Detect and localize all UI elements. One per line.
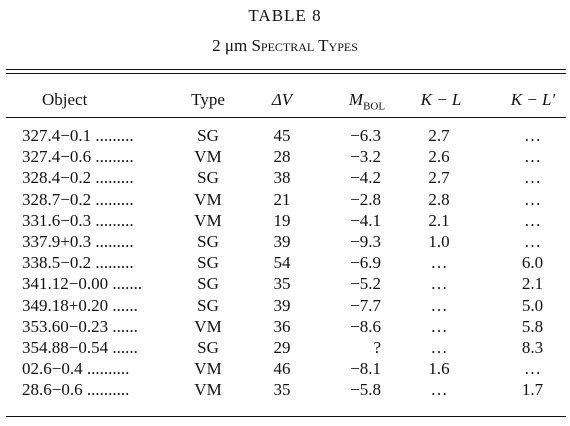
cell-type: SG <box>197 338 219 357</box>
cell-delta-v: 39 <box>273 232 291 251</box>
cell-k-l: … <box>430 295 448 315</box>
cell-mbol: −5.8 <box>350 380 381 400</box>
cell-delta-v: 35 <box>273 274 291 294</box>
cell-k-lprime: … <box>524 126 541 145</box>
cell-delta-v: 29 <box>273 338 291 357</box>
cell-delta-v: 54 <box>273 253 291 273</box>
cell-object: 327.4−0.6 ......... <box>22 147 134 167</box>
caption-prefix: 2 μm <box>212 36 252 55</box>
cell-mbol: −9.3 <box>350 232 381 251</box>
cell-delta-v: 46 <box>273 359 291 379</box>
cell-type: SG <box>197 126 219 145</box>
caption-small-caps: Spectral Types <box>251 36 358 55</box>
cell-mbol: −7.7 <box>350 295 381 315</box>
cell-k-l: 2.6 <box>428 147 450 167</box>
header-mbol-sub: BOL <box>363 100 386 113</box>
cell-mbol: −2.8 <box>350 189 381 209</box>
cell-k-lprime: … <box>524 168 541 188</box>
cell-type: SG <box>197 253 219 273</box>
cell-object: 341.12−0.00 ....... <box>22 274 143 294</box>
cell-mbol: −4.2 <box>350 168 381 188</box>
cell-mbol: −8.1 <box>350 359 381 379</box>
cell-type: VM <box>194 380 222 400</box>
cell-object: 353.60−0.23 ...... <box>22 316 138 336</box>
bottom-rule <box>6 416 566 417</box>
top-rule-1 <box>6 69 566 70</box>
cell-object: 28.6−0.6 .......... <box>22 380 130 400</box>
cell-k-l: 2.1 <box>428 210 450 230</box>
cell-type: SG <box>197 168 219 188</box>
cell-k-lprime: … <box>524 147 541 167</box>
cell-object: 328.4−0.2 ......... <box>22 168 134 188</box>
cell-mbol: −6.3 <box>350 126 381 145</box>
table-caption <box>0 36 570 56</box>
cell-type: SG <box>197 295 219 315</box>
cell-delta-v: 19 <box>273 210 291 230</box>
cell-k-lprime: 6.0 <box>521 253 544 273</box>
cell-k-lprime: … <box>524 210 541 230</box>
cell-k-lprime: 5.8 <box>521 316 544 336</box>
header-mbol <box>332 90 402 112</box>
cell-k-lprime: … <box>524 189 541 209</box>
cell-object: 328.7−0.2 ......... <box>22 189 134 209</box>
header-delta-v: ΔV <box>271 90 293 109</box>
cell-k-l: … <box>430 253 448 273</box>
cell-k-l: … <box>430 274 448 294</box>
cell-object: 02.6−0.4 .......... <box>22 359 130 379</box>
header-object: Object <box>42 90 88 109</box>
cell-delta-v: 28 <box>273 147 291 167</box>
cell-object: 337.9+0.3 ......... <box>22 232 134 251</box>
cell-k-lprime: … <box>524 232 541 251</box>
cell-delta-v: 45 <box>273 126 291 145</box>
cell-type: VM <box>194 210 222 230</box>
table-title: TABLE 8 <box>248 6 322 25</box>
cell-object: 327.4−0.1 ......... <box>22 126 134 145</box>
cell-k-l: … <box>430 316 448 336</box>
cell-object: 331.6−0.3 ......... <box>22 210 134 230</box>
header-k-lprime: K − L′ <box>510 90 556 109</box>
cell-delta-v: 35 <box>273 380 291 400</box>
cell-type: SG <box>197 232 219 251</box>
cell-delta-v: 39 <box>273 295 291 315</box>
cell-k-lprime: 8.3 <box>521 338 544 357</box>
cell-delta-v: 36 <box>273 316 291 336</box>
cell-object: 354.88−0.54 ...... <box>22 338 138 357</box>
top-rule-2 <box>6 73 566 74</box>
cell-k-l: 2.7 <box>428 126 450 145</box>
cell-mbol: −5.2 <box>350 274 381 294</box>
cell-mbol: −6.9 <box>350 253 381 273</box>
cell-k-lprime: 2.1 <box>521 274 544 294</box>
cell-k-lprime: 1.7 <box>521 380 544 400</box>
cell-k-l: 2.7 <box>428 168 450 188</box>
header-rule <box>6 117 566 118</box>
header-k-l: K − L <box>420 90 462 109</box>
cell-delta-v: 21 <box>273 189 291 209</box>
cell-object: 338.5−0.2 ......... <box>22 253 134 273</box>
cell-type: SG <box>197 274 219 294</box>
cell-k-lprime: 5.0 <box>521 295 544 315</box>
header-mbol-main: M <box>348 90 364 109</box>
cell-k-l: … <box>430 338 448 357</box>
cell-k-l: 1.0 <box>428 232 450 251</box>
cell-type: VM <box>194 147 222 167</box>
cell-k-lprime: … <box>524 359 541 379</box>
cell-mbol: −3.2 <box>350 147 381 167</box>
cell-mbol: ? <box>373 338 381 357</box>
header-type: Type <box>191 90 225 109</box>
cell-type: VM <box>194 359 222 379</box>
cell-k-l: … <box>430 380 448 400</box>
cell-delta-v: 38 <box>273 168 291 188</box>
cell-k-l: 2.8 <box>428 189 450 209</box>
cell-type: VM <box>194 189 222 209</box>
cell-mbol: −8.6 <box>350 316 381 336</box>
cell-k-l: 1.6 <box>428 359 450 379</box>
cell-object: 349.18+0.20 ...... <box>22 295 138 315</box>
cell-type: VM <box>194 316 222 336</box>
cell-mbol: −4.1 <box>350 210 381 230</box>
